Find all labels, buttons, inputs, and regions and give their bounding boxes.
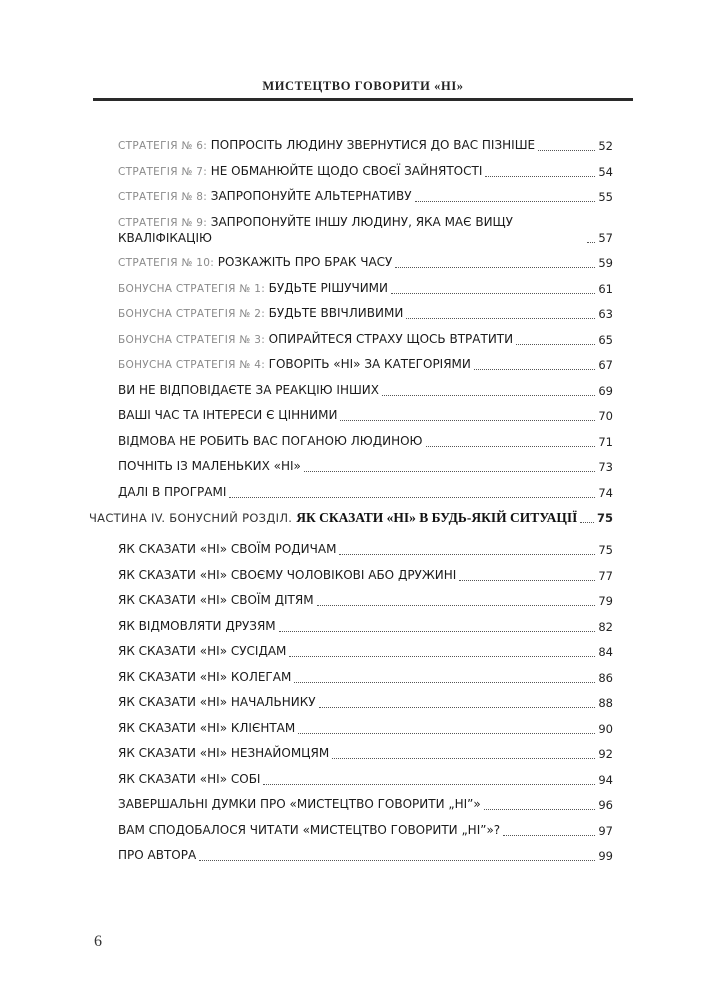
toc-entry[interactable] bbox=[118, 823, 613, 839]
toc-page-number: 55 bbox=[598, 190, 613, 204]
toc-entry[interactable] bbox=[118, 485, 613, 501]
toc-entry-title: ВАМ СПОДОБАЛОСЯ ЧИТАТИ «МИСТЕЦТВО ГОВОРИТИ „НІ”»? bbox=[118, 822, 501, 837]
toc-page-number: 63 bbox=[598, 307, 613, 321]
toc-leader-dots bbox=[474, 368, 595, 370]
toc-leader-dots bbox=[340, 419, 595, 421]
toc-page-number: 52 bbox=[598, 139, 613, 153]
toc-page-number: 79 bbox=[598, 594, 613, 608]
toc-entry-title: ДАЛІ В ПРОГРАМІ bbox=[118, 484, 227, 499]
toc-entry[interactable] bbox=[118, 746, 613, 762]
toc-entry[interactable] bbox=[118, 772, 613, 788]
toc-page-number: 96 bbox=[598, 798, 613, 812]
toc-page-number: 59 bbox=[598, 256, 613, 270]
toc-entry-text bbox=[118, 255, 392, 271]
toc-entry[interactable] bbox=[118, 459, 613, 475]
toc-entry-title: ЗАВЕРШАЛЬНІ ДУМКИ ПРО «МИСТЕЦТВО ГОВОРИТИ „НІ”» bbox=[118, 797, 481, 811]
toc-entry-title: ЯК СКАЗАТИ «НІ» НЕЗНАЙОМЦЯМ bbox=[118, 746, 330, 760]
toc-entry-prefix: СТРАТЕГІЯ № 9: bbox=[118, 216, 211, 229]
toc-entry-title: ЗАПРОПОНУЙТЕ ІНШУ ЛЮДИНУ, ЯКА МАЄ ВИЩУ КВАЛІФІКАЦІЮ bbox=[118, 214, 513, 245]
toc-page-number: 54 bbox=[598, 164, 613, 179]
header-rule bbox=[93, 98, 633, 101]
toc-entry-text bbox=[118, 542, 336, 558]
toc-leader-dots bbox=[317, 604, 596, 606]
toc-leader-dots bbox=[382, 394, 595, 396]
toc-entry-title: ЯК ВІДМОВЛЯТИ ДРУЗЯМ bbox=[118, 618, 276, 633]
toc-leader-dots bbox=[289, 655, 595, 657]
toc-entry[interactable] bbox=[118, 797, 613, 813]
toc-page-number: 92 bbox=[598, 747, 613, 761]
toc-leader-dots bbox=[395, 266, 595, 268]
toc-entry-title: ЯК СКАЗАТИ «НІ» СВОЇМ РОДИЧАМ bbox=[118, 542, 337, 556]
toc-entry-title: ЯК СКАЗАТИ «НІ» КОЛЕГАМ bbox=[118, 669, 292, 684]
toc-entry-text bbox=[118, 670, 291, 686]
toc-leader-dots bbox=[279, 630, 596, 632]
toc-entry-text bbox=[89, 510, 577, 526]
toc-page-number: 57 bbox=[598, 230, 613, 245]
toc-leader-dots bbox=[580, 521, 594, 523]
page-number: 6 bbox=[94, 933, 102, 950]
toc-leader-dots bbox=[484, 808, 596, 810]
toc-entry-title: ВАШІ ЧАС ТА ІНТЕРЕСИ Є ЦІННИМИ bbox=[118, 408, 338, 422]
toc-entry-title: ПРО АВТОРА bbox=[118, 848, 197, 862]
toc-entry-text bbox=[118, 721, 295, 737]
toc-leader-dots bbox=[339, 553, 595, 555]
toc-entry-title: ЯК СКАЗАТИ «НІ» СУСІДАМ bbox=[118, 644, 287, 658]
toc-entry-text bbox=[118, 164, 482, 180]
toc-leader-dots bbox=[304, 470, 595, 472]
toc-page-number: 70 bbox=[598, 409, 613, 423]
toc-entry-title: БУДЬТЕ ВВІЧЛИВИМИ bbox=[268, 306, 404, 320]
toc-page-number: 97 bbox=[598, 823, 613, 838]
toc-leader-dots bbox=[426, 445, 596, 447]
toc-entry-title: ЯК СКАЗАТИ «НІ» СВОЇМ ДІТЯМ bbox=[118, 593, 314, 607]
toc-entry-title: ГОВОРІТЬ «НІ» ЗА КАТЕГОРІЯМИ bbox=[268, 357, 471, 371]
toc-entry-text bbox=[118, 215, 584, 246]
toc-entry-text bbox=[118, 434, 423, 450]
toc-entry-text bbox=[118, 746, 329, 762]
toc-entry-text bbox=[118, 823, 500, 839]
toc-leader-dots bbox=[298, 732, 595, 734]
toc-page-number: 75 bbox=[596, 511, 613, 525]
toc-entry[interactable] bbox=[118, 306, 613, 322]
toc-page-number: 82 bbox=[598, 619, 613, 634]
toc-entry-title: ПОПРОСІТЬ ЛЮДИНУ ЗВЕРНУТИСЯ ДО ВАС ПІЗНІШЕ bbox=[210, 138, 536, 152]
toc-leader-dots bbox=[516, 343, 595, 345]
toc-entry[interactable] bbox=[118, 593, 613, 609]
toc-page-number: 74 bbox=[598, 485, 613, 500]
toc-entry-title: ЗАПРОПОНУЙТЕ АЛЬТЕРНАТИВУ bbox=[210, 189, 412, 203]
toc-leader-dots bbox=[263, 783, 595, 785]
toc-entry-text bbox=[118, 281, 388, 297]
toc-situations-group bbox=[118, 542, 613, 864]
toc-entry-text bbox=[118, 459, 301, 475]
toc-entry-text bbox=[118, 138, 535, 154]
toc-leader-dots bbox=[319, 706, 596, 708]
toc-entry-prefix: ЧАСТИНА IV. БОНУСНИЙ РОЗДІЛ. bbox=[89, 511, 297, 525]
toc-entry-text bbox=[118, 568, 456, 584]
toc-entry-title: ВИ НЕ ВІДПОВІДАЄТЕ ЗА РЕАКЦІЮ ІНШИХ bbox=[118, 382, 379, 397]
toc-leader-dots bbox=[332, 757, 595, 759]
toc-leader-dots bbox=[587, 241, 595, 243]
toc-entry-text bbox=[118, 619, 276, 635]
toc-leader-dots bbox=[485, 175, 595, 177]
toc-entry-title: РОЗКАЖІТЬ ПРО БРАК ЧАСУ bbox=[217, 255, 393, 269]
toc-entry-title: ОПИРАЙТЕСЯ СТРАХУ ЩОСЬ ВТРАТИТИ bbox=[268, 331, 514, 346]
toc-entry-title: ЯК СКАЗАТИ «НІ» СОБІ bbox=[118, 771, 261, 786]
toc-leader-dots bbox=[199, 859, 595, 861]
table-of-contents bbox=[89, 138, 613, 874]
toc-page-number: 61 bbox=[598, 281, 613, 296]
toc-entry[interactable] bbox=[118, 332, 613, 348]
toc-entry-prefix: СТРАТЕГІЯ № 8: bbox=[118, 191, 211, 203]
toc-page-number: 77 bbox=[598, 568, 613, 583]
toc-entry-title: ЯК СКАЗАТИ «НІ» НАЧАЛЬНИКУ bbox=[118, 695, 316, 709]
toc-entry-prefix: БОНУСНА СТРАТЕГІЯ № 3: bbox=[118, 333, 269, 346]
toc-leader-dots bbox=[503, 834, 595, 836]
toc-entry-title: БУДЬТЕ РІШУЧИМИ bbox=[268, 280, 389, 295]
toc-entry[interactable] bbox=[118, 542, 613, 558]
toc-page-number: 67 bbox=[598, 358, 613, 372]
toc-leader-dots bbox=[459, 579, 595, 581]
toc-entry[interactable] bbox=[118, 383, 613, 399]
toc-entry[interactable] bbox=[118, 164, 613, 180]
toc-page-number: 73 bbox=[598, 460, 613, 474]
toc-entry[interactable] bbox=[118, 644, 613, 660]
toc-entry-text bbox=[118, 383, 379, 399]
toc-entry[interactable] bbox=[118, 281, 613, 297]
toc-entry-title: ПОЧНІТЬ ІЗ МАЛЕНЬКИХ «НІ» bbox=[118, 459, 301, 473]
toc-entry[interactable] bbox=[118, 255, 613, 271]
toc-entry[interactable] bbox=[118, 848, 613, 864]
toc-page-number: 84 bbox=[598, 645, 613, 659]
toc-entry-text bbox=[118, 408, 337, 424]
toc-entry[interactable] bbox=[118, 670, 613, 686]
toc-entry[interactable] bbox=[118, 357, 613, 373]
toc-page-number: 94 bbox=[598, 772, 613, 787]
toc-entry[interactable] bbox=[118, 434, 613, 450]
toc-page-number: 90 bbox=[598, 721, 613, 736]
toc-entry-text bbox=[118, 306, 403, 322]
toc-entry-text bbox=[118, 189, 412, 205]
toc-entry[interactable] bbox=[118, 215, 613, 246]
toc-page-number: 86 bbox=[598, 670, 613, 685]
toc-entry-prefix: СТРАТЕГІЯ № 7: bbox=[118, 165, 211, 178]
toc-entry[interactable] bbox=[118, 695, 613, 711]
toc-leader-dots bbox=[229, 496, 595, 498]
toc-entry-text bbox=[118, 332, 513, 348]
toc-entry-text bbox=[118, 357, 471, 373]
toc-entry[interactable] bbox=[118, 721, 613, 737]
toc-entry-title: НЕ ОБМАНЮЙТЕ ЩОДО СВОЄЇ ЗАЙНЯТОСТІ bbox=[210, 163, 483, 178]
toc-leader-dots bbox=[294, 681, 595, 683]
toc-entry-prefix: СТРАТЕГІЯ № 6: bbox=[118, 140, 211, 152]
toc-entry-text bbox=[118, 695, 316, 711]
toc-entry-prefix: БОНУСНА СТРАТЕГІЯ № 4: bbox=[118, 359, 269, 371]
toc-entry-title: ЯК СКАЗАТИ «НІ» КЛІЄНТАМ bbox=[118, 720, 296, 735]
toc-entry-title: ЯК СКАЗАТИ «НІ» СВОЄМУ ЧОЛОВІКОВІ АБО ДРУЖИНІ bbox=[118, 567, 457, 582]
toc-entry-prefix: БОНУСНА СТРАТЕГІЯ № 1: bbox=[118, 282, 269, 295]
toc-entry-text bbox=[118, 772, 260, 788]
toc-entry[interactable] bbox=[118, 568, 613, 584]
toc-page-number: 88 bbox=[598, 696, 613, 710]
toc-page-number: 69 bbox=[598, 383, 613, 398]
toc-page-number: 71 bbox=[598, 434, 613, 449]
toc-entry[interactable] bbox=[118, 138, 613, 154]
toc-leader-dots bbox=[538, 149, 595, 151]
toc-page-number: 75 bbox=[598, 543, 613, 557]
toc-entry-text bbox=[118, 797, 481, 813]
toc-strategies-group bbox=[118, 138, 613, 501]
toc-entry-prefix: БОНУСНА СТРАТЕГІЯ № 2: bbox=[118, 308, 269, 320]
toc-entry[interactable] bbox=[118, 408, 613, 424]
toc-page-number: 65 bbox=[598, 332, 613, 347]
toc-entry-text bbox=[118, 644, 286, 660]
toc-entry[interactable] bbox=[118, 189, 613, 205]
toc-entry[interactable] bbox=[118, 619, 613, 635]
toc-part-entry[interactable] bbox=[89, 510, 613, 526]
toc-entry-prefix: СТРАТЕГІЯ № 10: bbox=[118, 257, 218, 269]
running-title: МИСТЕЦТВО ГОВОРИТИ «НІ» bbox=[262, 79, 464, 93]
toc-leader-dots bbox=[391, 292, 595, 294]
toc-entry-text bbox=[118, 593, 314, 609]
toc-entry-text bbox=[118, 848, 196, 864]
toc-entry-title: ВІДМОВА НЕ РОБИТЬ ВАС ПОГАНОЮ ЛЮДИНОЮ bbox=[118, 433, 423, 448]
toc-entry-text bbox=[118, 485, 226, 501]
toc-page-number: 99 bbox=[598, 849, 613, 863]
toc-leader-dots bbox=[406, 317, 595, 319]
toc-entry-title: ЯК СКАЗАТИ «НІ» В БУДЬ-ЯКІЙ СИТУАЦІЇ bbox=[296, 510, 578, 525]
toc-leader-dots bbox=[415, 200, 596, 202]
